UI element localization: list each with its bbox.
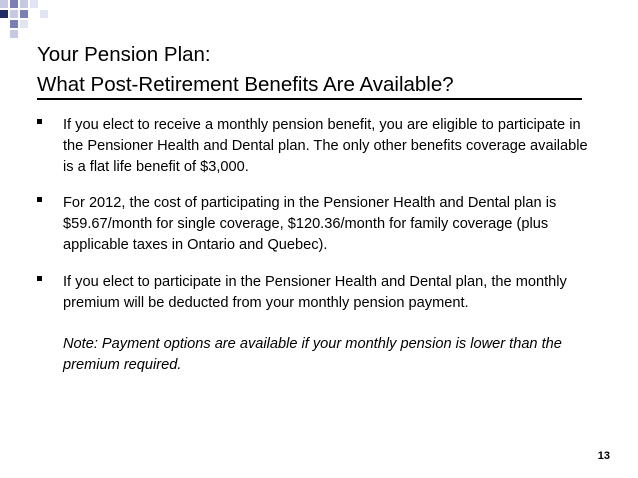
deco-square [20, 20, 28, 28]
deco-square [10, 20, 18, 28]
slide-title-line-2: What Post-Retirement Benefits Are Available? [37, 73, 454, 96]
deco-square [10, 0, 18, 8]
deco-square [0, 10, 8, 18]
bullet-square-icon [37, 197, 42, 202]
deco-square [20, 0, 28, 8]
bullet-square-icon [37, 119, 42, 124]
note-text: Note: Payment options are available if your monthly pension is lower than the premium required. [63, 336, 562, 373]
bullet-text: If you elect to receive a monthly pension benefit, you are eligible to participate in the Pensioner Health and Dental plan. The only other benefits coverage available is a flat life benefit of $3,000. [63, 117, 588, 175]
slide-title [37, 40, 597, 100]
page-number: 13 [597, 450, 610, 462]
deco-square [0, 0, 8, 8]
bullet-item [37, 115, 602, 178]
bullet-text: For 2012, the cost of participating in the Pensioner Health and Dental plan is $59.67/month for single coverage, $120.36/month for family coverage (plus applicable taxes in Ontario and Quebec). [63, 195, 557, 253]
slide-title-line-1: Your Pension Plan: [37, 43, 211, 66]
deco-square [10, 10, 18, 18]
deco-square [40, 10, 48, 18]
title-underline [37, 98, 582, 100]
bullet-item [37, 272, 602, 376]
deco-square [30, 0, 38, 8]
bullet-text: If you elect to participate in the Pensioner Health and Dental plan, the monthly premium will be deducted from your monthly pension payment. [63, 274, 567, 311]
decorative-squares-pattern [0, 0, 100, 40]
deco-square [10, 30, 18, 38]
bullet-square-icon [37, 276, 42, 281]
bullet-item [37, 193, 602, 256]
deco-square [20, 10, 28, 18]
